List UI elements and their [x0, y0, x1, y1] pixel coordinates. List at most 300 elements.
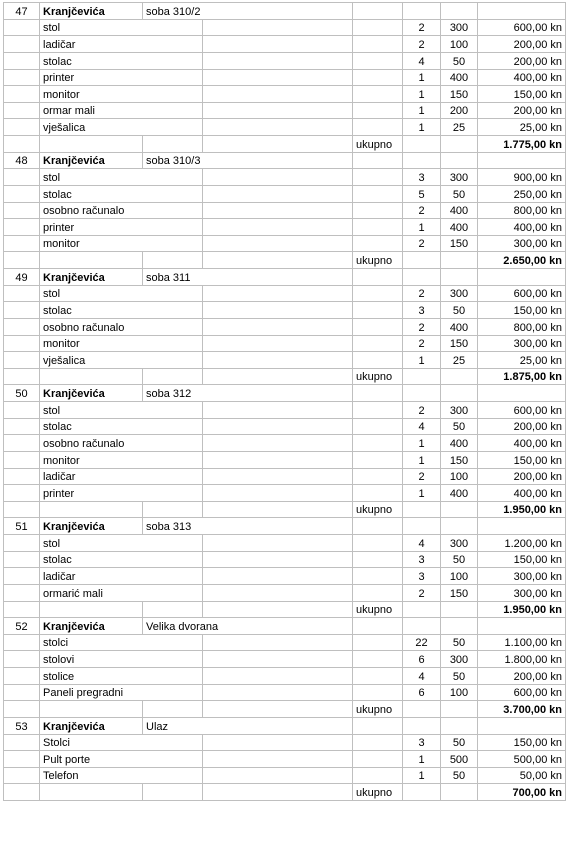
empty-cell: [4, 784, 40, 801]
item-row: [4, 634, 566, 651]
group-number: 47: [4, 3, 40, 20]
empty-cell: [441, 618, 478, 635]
empty-cell: [4, 767, 40, 784]
empty-cell: [353, 102, 403, 119]
total-label: ukupno: [353, 784, 403, 801]
item-quantity: 1: [403, 69, 441, 86]
group-total-row: [4, 601, 566, 618]
item-row: [4, 185, 566, 202]
empty-cell: [4, 285, 40, 302]
item-amount: 200,00 kn: [478, 668, 566, 685]
item-amount: 1.800,00 kn: [478, 651, 566, 668]
empty-cell: [4, 136, 40, 153]
item-unit-price: 150: [441, 451, 478, 468]
empty-cell: [478, 385, 566, 402]
item-row: [4, 451, 566, 468]
empty-cell: [353, 418, 403, 435]
empty-cell: [203, 19, 353, 36]
group-room: soba 310/3: [143, 152, 353, 169]
empty-cell: [203, 169, 353, 186]
item-quantity: 1: [403, 102, 441, 119]
empty-cell: [403, 136, 441, 153]
empty-cell: [478, 152, 566, 169]
empty-cell: [353, 435, 403, 452]
item-row: [4, 551, 566, 568]
empty-cell: [403, 717, 441, 734]
item-quantity: 3: [403, 169, 441, 186]
empty-cell: [403, 618, 441, 635]
empty-cell: [441, 501, 478, 518]
item-row: [4, 102, 566, 119]
empty-cell: [4, 734, 40, 751]
empty-cell: [353, 3, 403, 20]
empty-cell: [203, 485, 353, 502]
empty-cell: [40, 136, 143, 153]
empty-cell: [403, 518, 441, 535]
empty-cell: [203, 668, 353, 685]
item-quantity: 4: [403, 535, 441, 552]
item-quantity: 6: [403, 651, 441, 668]
item-name: stol: [40, 285, 203, 302]
item-amount: 600,00 kn: [478, 402, 566, 419]
item-quantity: 2: [403, 36, 441, 53]
empty-cell: [353, 618, 403, 635]
empty-cell: [40, 701, 143, 718]
item-name: stolac: [40, 418, 203, 435]
group-total: 1.950,00 kn: [478, 501, 566, 518]
item-name: stolac: [40, 185, 203, 202]
group-header-row: [4, 3, 566, 20]
item-unit-price: 25: [441, 352, 478, 369]
item-unit-price: 50: [441, 551, 478, 568]
empty-cell: [353, 318, 403, 335]
empty-cell: [353, 518, 403, 535]
empty-cell: [203, 501, 353, 518]
item-row: [4, 86, 566, 103]
item-row: [4, 468, 566, 485]
empty-cell: [203, 402, 353, 419]
item-name: printer: [40, 69, 203, 86]
group-total-row: [4, 136, 566, 153]
item-name: ormarić mali: [40, 584, 203, 601]
group-header-row: [4, 152, 566, 169]
item-row: [4, 651, 566, 668]
empty-cell: [4, 551, 40, 568]
empty-cell: [353, 302, 403, 319]
item-unit-price: 50: [441, 52, 478, 69]
group-total: 2.650,00 kn: [478, 252, 566, 269]
empty-cell: [403, 269, 441, 286]
item-unit-price: 25: [441, 119, 478, 136]
empty-cell: [4, 86, 40, 103]
group-room: soba 313: [143, 518, 353, 535]
empty-cell: [478, 3, 566, 20]
empty-cell: [353, 152, 403, 169]
item-quantity: 2: [403, 584, 441, 601]
empty-cell: [441, 385, 478, 402]
empty-cell: [403, 3, 441, 20]
group-total-row: [4, 501, 566, 518]
group-total: 1.775,00 kn: [478, 136, 566, 153]
group-number: 49: [4, 269, 40, 286]
empty-cell: [4, 102, 40, 119]
group-room: Ulaz: [143, 717, 353, 734]
item-amount: 400,00 kn: [478, 435, 566, 452]
empty-cell: [4, 634, 40, 651]
item-unit-price: 500: [441, 751, 478, 768]
empty-cell: [4, 368, 40, 385]
item-row: [4, 202, 566, 219]
group-number: 51: [4, 518, 40, 535]
item-amount: 300,00 kn: [478, 335, 566, 352]
item-unit-price: 150: [441, 584, 478, 601]
empty-cell: [353, 235, 403, 252]
empty-cell: [353, 52, 403, 69]
item-quantity: 2: [403, 468, 441, 485]
item-amount: 600,00 kn: [478, 285, 566, 302]
item-quantity: 3: [403, 568, 441, 585]
item-amount: 200,00 kn: [478, 418, 566, 435]
group-total: 3.700,00 kn: [478, 701, 566, 718]
item-unit-price: 50: [441, 734, 478, 751]
item-amount: 150,00 kn: [478, 734, 566, 751]
group-street: Kranjčevića: [40, 385, 143, 402]
total-label: ukupno: [353, 601, 403, 618]
empty-cell: [478, 618, 566, 635]
empty-cell: [203, 285, 353, 302]
item-row: [4, 767, 566, 784]
item-unit-price: 400: [441, 69, 478, 86]
group-street: Kranjčevića: [40, 152, 143, 169]
empty-cell: [203, 568, 353, 585]
item-amount: 150,00 kn: [478, 451, 566, 468]
item-name: stolice: [40, 668, 203, 685]
empty-cell: [203, 684, 353, 701]
item-unit-price: 300: [441, 535, 478, 552]
item-name: osobno računalo: [40, 318, 203, 335]
empty-cell: [203, 119, 353, 136]
empty-cell: [203, 202, 353, 219]
empty-cell: [203, 102, 353, 119]
item-row: [4, 684, 566, 701]
empty-cell: [353, 385, 403, 402]
empty-cell: [4, 219, 40, 236]
item-unit-price: 50: [441, 185, 478, 202]
item-amount: 400,00 kn: [478, 485, 566, 502]
empty-cell: [4, 601, 40, 618]
empty-cell: [203, 219, 353, 236]
empty-cell: [4, 185, 40, 202]
group-street: Kranjčevića: [40, 269, 143, 286]
empty-cell: [403, 252, 441, 269]
item-amount: 800,00 kn: [478, 202, 566, 219]
item-amount: 50,00 kn: [478, 767, 566, 784]
empty-cell: [203, 601, 353, 618]
empty-cell: [353, 352, 403, 369]
item-name: ladičar: [40, 36, 203, 53]
empty-cell: [353, 86, 403, 103]
empty-cell: [203, 418, 353, 435]
empty-cell: [4, 119, 40, 136]
item-name: osobno računalo: [40, 202, 203, 219]
empty-cell: [203, 651, 353, 668]
empty-cell: [143, 501, 203, 518]
empty-cell: [203, 352, 353, 369]
item-name: monitor: [40, 86, 203, 103]
empty-cell: [441, 701, 478, 718]
empty-cell: [353, 485, 403, 502]
item-unit-price: 50: [441, 634, 478, 651]
empty-cell: [4, 402, 40, 419]
empty-cell: [353, 19, 403, 36]
empty-cell: [478, 717, 566, 734]
empty-cell: [203, 252, 353, 269]
item-quantity: 2: [403, 318, 441, 335]
empty-cell: [4, 751, 40, 768]
empty-cell: [203, 784, 353, 801]
empty-cell: [4, 19, 40, 36]
item-name: stolac: [40, 302, 203, 319]
item-quantity: 3: [403, 734, 441, 751]
empty-cell: [4, 352, 40, 369]
item-amount: 200,00 kn: [478, 36, 566, 53]
empty-cell: [353, 36, 403, 53]
empty-cell: [4, 318, 40, 335]
item-quantity: 1: [403, 451, 441, 468]
item-quantity: 2: [403, 235, 441, 252]
empty-cell: [441, 152, 478, 169]
empty-cell: [40, 601, 143, 618]
item-unit-price: 400: [441, 219, 478, 236]
empty-cell: [4, 52, 40, 69]
empty-cell: [143, 136, 203, 153]
item-row: [4, 335, 566, 352]
item-unit-price: 50: [441, 302, 478, 319]
empty-cell: [143, 601, 203, 618]
empty-cell: [203, 751, 353, 768]
empty-cell: [353, 169, 403, 186]
item-quantity: 22: [403, 634, 441, 651]
item-amount: 150,00 kn: [478, 86, 566, 103]
item-quantity: 6: [403, 684, 441, 701]
group-room: soba 311: [143, 269, 353, 286]
item-row: [4, 352, 566, 369]
item-quantity: 4: [403, 52, 441, 69]
empty-cell: [203, 86, 353, 103]
empty-cell: [203, 136, 353, 153]
item-unit-price: 300: [441, 402, 478, 419]
item-row: [4, 235, 566, 252]
item-unit-price: 100: [441, 568, 478, 585]
empty-cell: [4, 668, 40, 685]
empty-cell: [403, 368, 441, 385]
item-name: monitor: [40, 235, 203, 252]
empty-cell: [353, 402, 403, 419]
empty-cell: [203, 69, 353, 86]
empty-cell: [4, 418, 40, 435]
group-total-row: [4, 252, 566, 269]
empty-cell: [353, 751, 403, 768]
empty-cell: [143, 701, 203, 718]
empty-cell: [203, 451, 353, 468]
item-amount: 150,00 kn: [478, 302, 566, 319]
empty-cell: [143, 252, 203, 269]
empty-cell: [203, 235, 353, 252]
item-amount: 300,00 kn: [478, 584, 566, 601]
item-unit-price: 50: [441, 668, 478, 685]
group-header-row: [4, 717, 566, 734]
empty-cell: [353, 717, 403, 734]
item-unit-price: 100: [441, 36, 478, 53]
item-amount: 600,00 kn: [478, 684, 566, 701]
group-header-row: [4, 269, 566, 286]
item-row: [4, 119, 566, 136]
item-unit-price: 150: [441, 335, 478, 352]
group-total: 1.875,00 kn: [478, 368, 566, 385]
empty-cell: [4, 335, 40, 352]
item-unit-price: 300: [441, 169, 478, 186]
item-name: stolac: [40, 551, 203, 568]
empty-cell: [403, 784, 441, 801]
total-label: ukupno: [353, 368, 403, 385]
empty-cell: [4, 69, 40, 86]
item-quantity: 4: [403, 668, 441, 685]
empty-cell: [203, 318, 353, 335]
group-room: soba 310/2: [143, 3, 353, 20]
item-name: stolac: [40, 52, 203, 69]
item-quantity: 3: [403, 551, 441, 568]
group-street: Kranjčevića: [40, 518, 143, 535]
total-label: ukupno: [353, 136, 403, 153]
item-name: printer: [40, 219, 203, 236]
item-quantity: 1: [403, 219, 441, 236]
item-quantity: 2: [403, 285, 441, 302]
item-name: vješalica: [40, 119, 203, 136]
group-total: 1.950,00 kn: [478, 601, 566, 618]
empty-cell: [353, 535, 403, 552]
empty-cell: [4, 202, 40, 219]
empty-cell: [353, 568, 403, 585]
item-name: stolci: [40, 634, 203, 651]
empty-cell: [203, 435, 353, 452]
empty-cell: [203, 468, 353, 485]
empty-cell: [203, 302, 353, 319]
empty-cell: [4, 568, 40, 585]
item-quantity: 1: [403, 86, 441, 103]
item-name: stol: [40, 169, 203, 186]
item-row: [4, 485, 566, 502]
empty-cell: [441, 368, 478, 385]
empty-cell: [441, 269, 478, 286]
empty-cell: [353, 119, 403, 136]
group-street: Kranjčevića: [40, 618, 143, 635]
item-quantity: 1: [403, 751, 441, 768]
item-unit-price: 200: [441, 102, 478, 119]
empty-cell: [4, 252, 40, 269]
empty-cell: [353, 684, 403, 701]
empty-cell: [4, 302, 40, 319]
item-row: [4, 535, 566, 552]
empty-cell: [4, 485, 40, 502]
empty-cell: [4, 684, 40, 701]
empty-cell: [40, 784, 143, 801]
item-name: Pult porte: [40, 751, 203, 768]
item-name: Stolci: [40, 734, 203, 751]
group-total-row: [4, 784, 566, 801]
empty-cell: [353, 69, 403, 86]
empty-cell: [478, 269, 566, 286]
item-quantity: 4: [403, 418, 441, 435]
empty-cell: [203, 36, 353, 53]
empty-cell: [203, 551, 353, 568]
item-amount: 1.100,00 kn: [478, 634, 566, 651]
item-name: ladičar: [40, 468, 203, 485]
group-header-row: [4, 385, 566, 402]
empty-cell: [353, 468, 403, 485]
group-number: 48: [4, 152, 40, 169]
item-unit-price: 400: [441, 202, 478, 219]
group-street: Kranjčevića: [40, 3, 143, 20]
empty-cell: [353, 451, 403, 468]
item-row: [4, 285, 566, 302]
empty-cell: [143, 368, 203, 385]
inventory-table: [3, 2, 566, 801]
item-name: osobno računalo: [40, 435, 203, 452]
empty-cell: [353, 285, 403, 302]
item-amount: 200,00 kn: [478, 102, 566, 119]
item-row: [4, 668, 566, 685]
item-quantity: 2: [403, 402, 441, 419]
item-amount: 400,00 kn: [478, 69, 566, 86]
item-unit-price: 150: [441, 235, 478, 252]
item-row: [4, 219, 566, 236]
group-number: 52: [4, 618, 40, 635]
item-name: monitor: [40, 335, 203, 352]
item-unit-price: 100: [441, 468, 478, 485]
empty-cell: [4, 535, 40, 552]
empty-cell: [4, 651, 40, 668]
empty-cell: [4, 169, 40, 186]
item-quantity: 3: [403, 302, 441, 319]
item-quantity: 2: [403, 202, 441, 219]
item-name: Paneli pregradni: [40, 684, 203, 701]
empty-cell: [203, 52, 353, 69]
item-name: stol: [40, 19, 203, 36]
item-name: printer: [40, 485, 203, 502]
item-quantity: 1: [403, 119, 441, 136]
item-amount: 400,00 kn: [478, 219, 566, 236]
empty-cell: [441, 518, 478, 535]
item-amount: 500,00 kn: [478, 751, 566, 768]
empty-cell: [353, 651, 403, 668]
total-label: ukupno: [353, 701, 403, 718]
empty-cell: [4, 701, 40, 718]
empty-cell: [353, 219, 403, 236]
item-name: ladičar: [40, 568, 203, 585]
empty-cell: [353, 634, 403, 651]
item-row: [4, 36, 566, 53]
item-row: [4, 435, 566, 452]
empty-cell: [4, 235, 40, 252]
item-row: [4, 584, 566, 601]
group-header-row: [4, 618, 566, 635]
empty-cell: [353, 668, 403, 685]
item-unit-price: 400: [441, 435, 478, 452]
item-unit-price: 400: [441, 485, 478, 502]
empty-cell: [441, 717, 478, 734]
item-row: [4, 418, 566, 435]
item-amount: 250,00 kn: [478, 185, 566, 202]
